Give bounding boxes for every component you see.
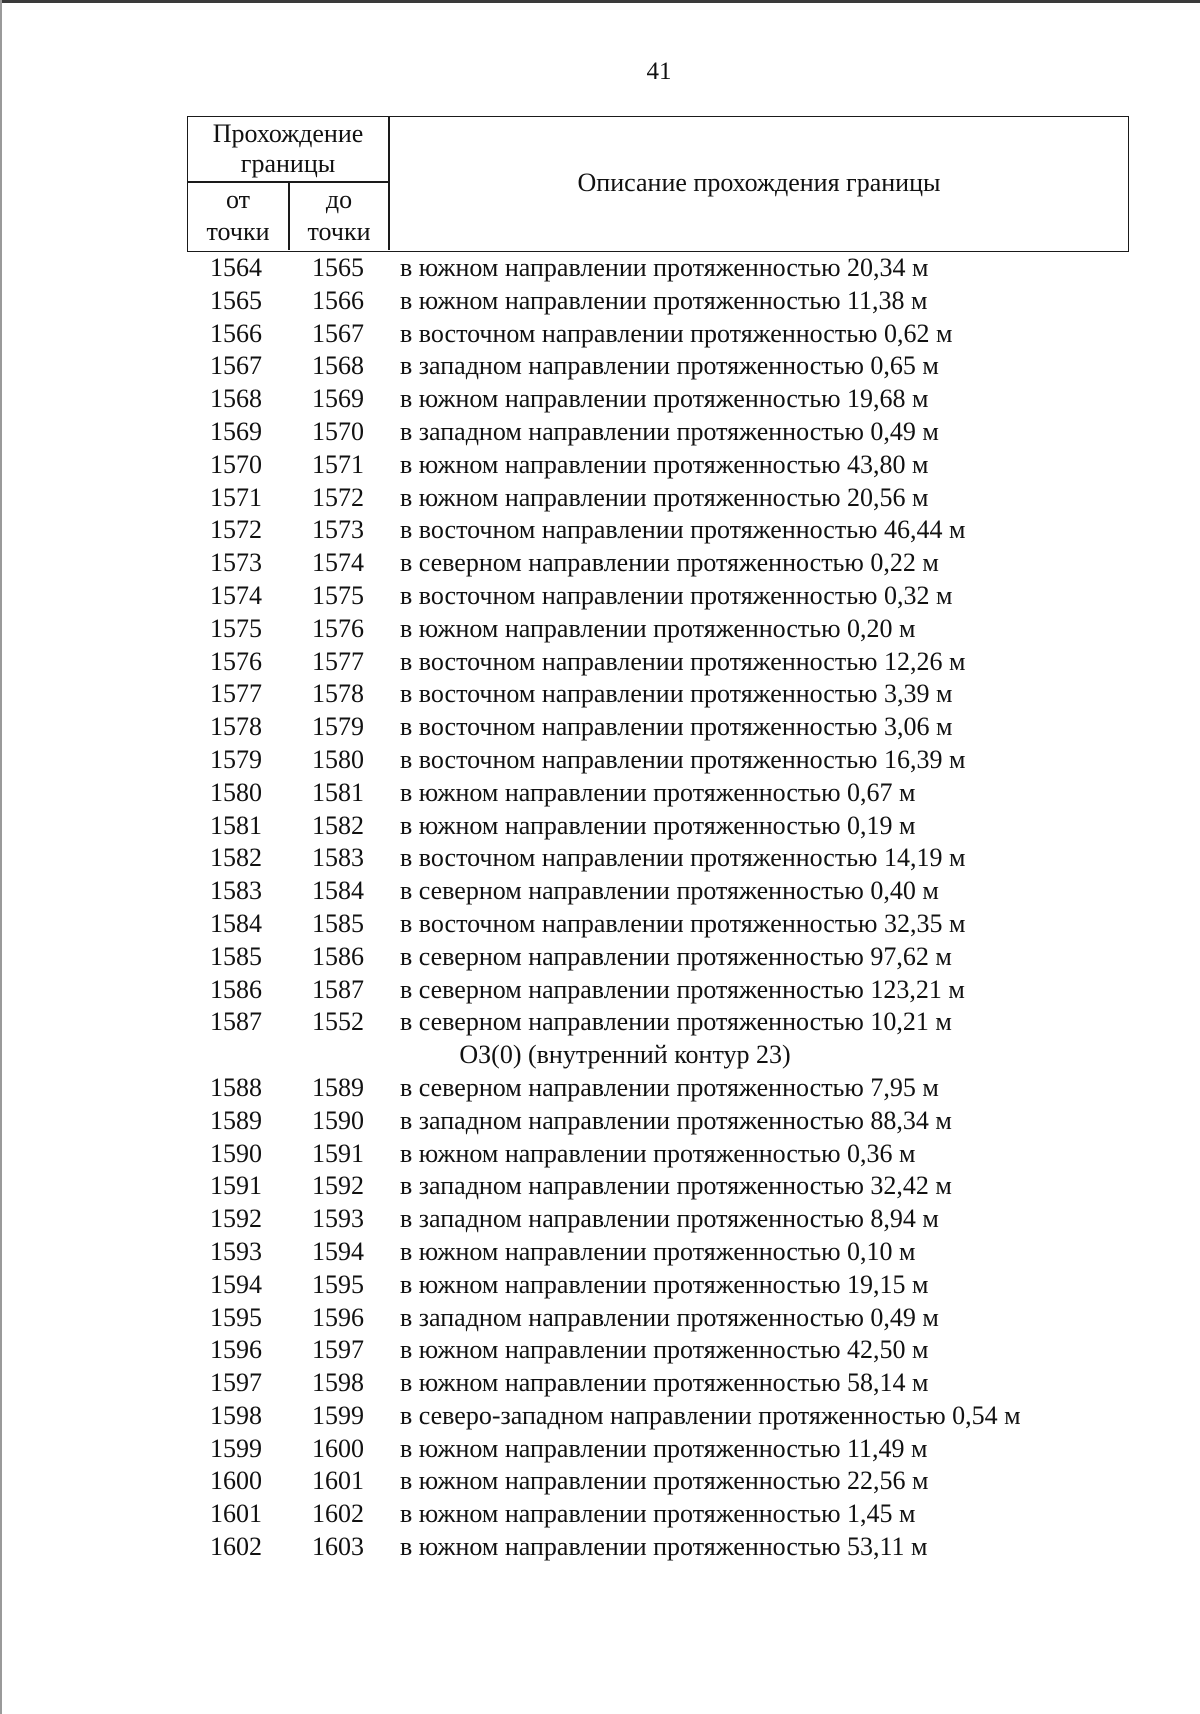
to-point-cell: 1583	[312, 843, 364, 873]
from-point-cell: 1584	[210, 908, 262, 938]
header-from-line1: от	[225, 185, 251, 214]
table-row	[0, 416, 1200, 449]
description-cell: в северном направлении протяженностью 7,95 м	[400, 1072, 939, 1102]
to-point-cell: 1585	[312, 908, 364, 938]
description-cell: в восточном направлении протяженностью 3,06 м	[400, 712, 953, 742]
table-row	[0, 285, 1200, 318]
description-cell: в восточном направлении протяженностью 14,19 м	[400, 843, 966, 873]
table-row	[0, 1138, 1200, 1171]
to-point-cell: 1586	[312, 941, 364, 971]
to-point-cell: 1569	[312, 384, 364, 414]
from-point-cell: 1564	[210, 253, 262, 282]
from-point-cell: 1582	[210, 843, 262, 873]
description-cell: в южном направлении протяженностью 11,38 м	[400, 285, 928, 315]
from-point-cell: 1565	[210, 285, 262, 315]
description-cell: в южном направлении протяженностью 53,11 м	[400, 1532, 928, 1562]
description-cell: в западном направлении протяженностью 88,34 м	[400, 1105, 952, 1135]
from-point-cell: 1577	[210, 679, 262, 709]
to-point-cell: 1565	[312, 253, 364, 282]
description-cell: в южном направлении протяженностью 20,56 м	[400, 482, 929, 512]
description-cell: в северном направлении протяженностью 0,40 м	[400, 876, 939, 906]
to-point-cell: 1602	[312, 1499, 364, 1529]
from-point-cell: 1573	[210, 548, 262, 578]
description-cell: в южном направлении протяженностью 43,80 м	[400, 449, 929, 479]
to-point-cell: 1596	[312, 1302, 364, 1332]
from-point-cell: 1602	[210, 1532, 262, 1562]
table-row	[0, 1170, 1200, 1203]
header-group-label-line1: Прохождение	[212, 119, 364, 148]
description-cell: в северном направлении протяженностью 10,21 м	[400, 1007, 952, 1037]
from-point-cell: 1591	[210, 1171, 262, 1201]
description-cell: в северо-западном направлении протяженностью 0,54 м	[400, 1400, 1021, 1430]
description-cell: в южном направлении протяженностью 22,56 м	[400, 1466, 929, 1496]
description-cell: в западном направлении протяженностью 0,49 м	[400, 1302, 939, 1332]
to-point-cell: 1574	[312, 548, 364, 578]
table-row	[0, 711, 1200, 744]
table-row	[0, 908, 1200, 941]
table-row	[0, 547, 1200, 580]
description-cell: в северном направлении протяженностью 97,62 м	[400, 941, 952, 971]
from-point-cell: 1596	[210, 1335, 262, 1365]
from-point-cell: 1568	[210, 384, 262, 414]
to-point-cell: 1568	[312, 351, 364, 381]
to-point-cell: 1595	[312, 1269, 364, 1299]
from-point-cell: 1578	[210, 712, 262, 742]
table-row	[0, 1531, 1200, 1564]
from-point-cell: 1569	[210, 416, 262, 446]
description-cell: в восточном направлении протяженностью 0,62 м	[400, 318, 953, 348]
from-point-cell: 1574	[210, 580, 262, 610]
table-row	[0, 941, 1200, 974]
from-point-cell: 1594	[210, 1269, 262, 1299]
description-cell: в западном направлении протяженностью 32,42 м	[400, 1171, 952, 1201]
to-point-cell: 1597	[312, 1335, 364, 1365]
from-point-cell: 1590	[210, 1138, 262, 1168]
from-point-cell: 1585	[210, 941, 262, 971]
table-row	[0, 613, 1200, 646]
header-from-line2: точки	[206, 217, 270, 246]
to-point-cell: 1598	[312, 1368, 364, 1398]
from-point-cell: 1575	[210, 613, 262, 643]
header-group-label-line2: границы	[240, 149, 336, 178]
header-to-line2: точки	[307, 217, 371, 246]
to-point-cell: 1582	[312, 810, 364, 840]
header-description: Описание прохождения границы	[577, 168, 941, 197]
to-point-cell: 1599	[312, 1400, 364, 1430]
page-number: 41	[646, 58, 672, 85]
table-row	[0, 1006, 1200, 1039]
description-cell: в восточном направлении протяженностью 0,32 м	[400, 580, 953, 610]
from-point-cell: 1572	[210, 515, 262, 545]
table-row	[0, 482, 1200, 515]
table-row	[0, 383, 1200, 416]
description-cell: в восточном направлении протяженностью 16,39 м	[400, 744, 966, 774]
from-point-cell: 1597	[210, 1368, 262, 1398]
from-point-cell: 1592	[210, 1204, 262, 1234]
table-row	[0, 1367, 1200, 1400]
table-row	[0, 252, 1200, 285]
to-point-cell: 1589	[312, 1072, 364, 1102]
from-point-cell: 1581	[210, 810, 262, 840]
from-point-cell: 1588	[210, 1072, 262, 1102]
table-body	[0, 252, 1200, 1564]
table-row	[0, 1236, 1200, 1269]
to-point-cell: 1581	[312, 777, 364, 807]
description-cell: в восточном направлении протяженностью 12,26 м	[400, 646, 966, 676]
from-point-cell: 1595	[210, 1302, 262, 1332]
table-row	[0, 875, 1200, 908]
table-row	[0, 449, 1200, 482]
description-cell: в северном направлении протяженностью 0,22 м	[400, 548, 939, 578]
table-row	[0, 678, 1200, 711]
to-point-cell: 1573	[312, 515, 364, 545]
table-row	[0, 580, 1200, 613]
from-point-cell: 1586	[210, 974, 262, 1004]
scan-edge-top	[0, 0, 1200, 3]
table-row	[0, 1203, 1200, 1236]
to-point-cell: 1578	[312, 679, 364, 709]
to-point-cell: 1576	[312, 613, 364, 643]
table-row	[0, 646, 1200, 679]
to-point-cell: 1571	[312, 449, 364, 479]
description-cell: в западном направлении протяженностью 8,94 м	[400, 1204, 939, 1234]
table-row	[0, 514, 1200, 547]
from-point-cell: 1576	[210, 646, 262, 676]
from-point-cell: 1583	[210, 876, 262, 906]
from-point-cell: 1567	[210, 351, 262, 381]
table-row	[0, 1498, 1200, 1531]
table-row	[0, 1334, 1200, 1367]
from-point-cell: 1580	[210, 777, 262, 807]
table-row	[0, 810, 1200, 843]
to-point-cell: 1603	[312, 1532, 364, 1562]
description-cell: в западном направлении протяженностью 0,65 м	[400, 351, 939, 381]
to-point-cell: 1577	[312, 646, 364, 676]
table-row	[0, 974, 1200, 1007]
description-cell: в южном направлении протяженностью 0,19 м	[400, 810, 916, 840]
from-point-cell: 1587	[210, 1007, 262, 1037]
from-point-cell: 1599	[210, 1433, 262, 1463]
to-point-cell: 1570	[312, 416, 364, 446]
description-cell: в южном направлении протяженностью 19,68 м	[400, 384, 929, 414]
to-point-cell: 1566	[312, 285, 364, 315]
description-cell: в западном направлении протяженностью 0,49 м	[400, 416, 939, 446]
table-row	[0, 1105, 1200, 1138]
description-cell: в северном направлении протяженностью 123,21 м	[400, 974, 965, 1004]
from-point-cell: 1579	[210, 744, 262, 774]
to-point-cell: 1552	[312, 1007, 364, 1037]
to-point-cell: 1590	[312, 1105, 364, 1135]
to-point-cell: 1591	[312, 1138, 364, 1168]
table-row	[0, 1302, 1200, 1335]
table-row	[0, 1433, 1200, 1466]
from-point-cell: 1571	[210, 482, 262, 512]
description-cell: в южном направлении протяженностью 0,10 м	[400, 1236, 916, 1266]
to-point-cell: 1592	[312, 1171, 364, 1201]
from-point-cell: 1600	[210, 1466, 262, 1496]
from-point-cell: 1593	[210, 1236, 262, 1266]
from-point-cell: 1589	[210, 1105, 262, 1135]
table-row	[0, 744, 1200, 777]
table-row	[0, 1072, 1200, 1105]
to-point-cell: 1575	[312, 580, 364, 610]
to-point-cell: 1572	[312, 482, 364, 512]
table-row	[0, 1269, 1200, 1302]
to-point-cell: 1567	[312, 318, 364, 348]
table-row	[0, 1400, 1200, 1433]
description-cell: в восточном направлении протяженностью 32,35 м	[400, 908, 966, 938]
header-to-line1: до	[325, 185, 353, 214]
section-row	[0, 1039, 1200, 1072]
section-title: ОЗ(0) (внутренний контур 23)	[459, 1040, 791, 1070]
description-cell: в южном направлении протяженностью 20,34 м	[400, 253, 929, 282]
description-cell: в южном направлении протяженностью 11,49 м	[400, 1433, 928, 1463]
to-point-cell: 1579	[312, 712, 364, 742]
to-point-cell: 1594	[312, 1236, 364, 1266]
table-row	[0, 777, 1200, 810]
to-point-cell: 1593	[312, 1204, 364, 1234]
to-point-cell: 1580	[312, 744, 364, 774]
description-cell: в южном направлении протяженностью 0,20 м	[400, 613, 916, 643]
table-row	[0, 318, 1200, 351]
from-point-cell: 1598	[210, 1400, 262, 1430]
description-cell: в восточном направлении протяженностью 3,39 м	[400, 679, 953, 709]
from-point-cell: 1601	[210, 1499, 262, 1529]
table-row	[0, 350, 1200, 383]
to-point-cell: 1601	[312, 1466, 364, 1496]
description-cell: в южном направлении протяженностью 42,50 м	[400, 1335, 929, 1365]
to-point-cell: 1600	[312, 1433, 364, 1463]
to-point-cell: 1587	[312, 974, 364, 1004]
from-point-cell: 1570	[210, 449, 262, 479]
description-cell: в южном направлении протяженностью 1,45 м	[400, 1499, 916, 1529]
table-row	[0, 1465, 1200, 1498]
description-cell: в восточном направлении протяженностью 46,44 м	[400, 515, 966, 545]
description-cell: в южном направлении протяженностью 19,15 м	[400, 1269, 929, 1299]
description-cell: в южном направлении протяженностью 0,36 м	[400, 1138, 916, 1168]
table-header	[187, 116, 1129, 252]
table-row	[0, 842, 1200, 875]
description-cell: в южном направлении протяженностью 58,14 м	[400, 1368, 929, 1398]
to-point-cell: 1584	[312, 876, 364, 906]
description-cell: в южном направлении протяженностью 0,67 м	[400, 777, 916, 807]
from-point-cell: 1566	[210, 318, 262, 348]
